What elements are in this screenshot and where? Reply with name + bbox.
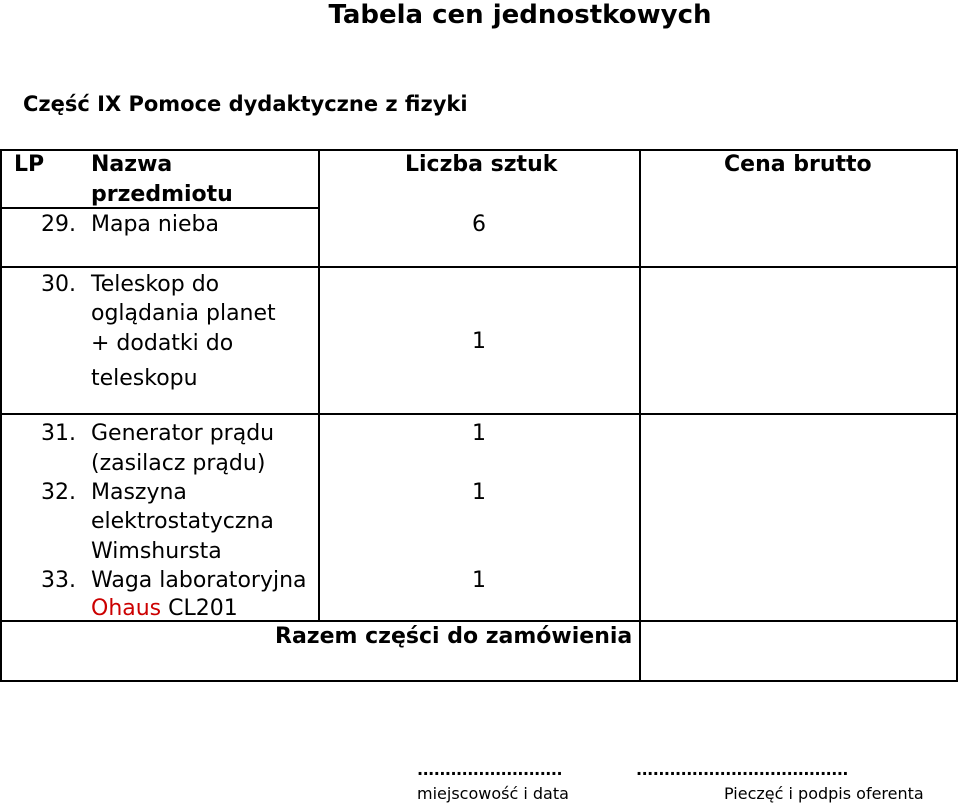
row-name: Mapa nieba xyxy=(91,212,219,237)
row-lp: 33. xyxy=(41,568,76,593)
model-name: CL201 xyxy=(161,596,238,621)
table-right-border xyxy=(956,149,958,682)
row-name-line: oglądania planet xyxy=(91,301,276,326)
row-name-line xyxy=(91,594,238,624)
row-lp: 31. xyxy=(41,421,76,446)
signature-dotted-line: ...................................... xyxy=(636,760,848,779)
row-qty: 1 xyxy=(472,480,486,505)
header-qty: Liczba sztuk xyxy=(405,152,558,177)
header-lp: LP xyxy=(14,152,45,177)
row-name-line: + dodatki do xyxy=(91,331,234,356)
brand-name: Ohaus xyxy=(91,596,162,621)
header-price: Cena brutto xyxy=(724,152,872,177)
row-name-line: (zasilacz prądu) xyxy=(91,451,266,476)
document-subtitle: Część IX Pomoce dydaktyczne z fizyki xyxy=(23,92,468,116)
row-name-line: teleskopu xyxy=(91,366,198,391)
header-name xyxy=(91,150,233,210)
row-lp: 30. xyxy=(41,272,76,297)
signature-caption: Pieczęć i podpis oferenta xyxy=(724,784,924,803)
place-date-caption: miejscowość i data xyxy=(417,784,569,803)
column-divider-price xyxy=(639,149,641,682)
row-qty: 1 xyxy=(472,421,486,446)
row-name-line: elektrostatyczna xyxy=(91,509,274,534)
row-divider xyxy=(0,266,958,268)
column-divider-name xyxy=(318,149,320,622)
table-bottom-border xyxy=(0,680,958,682)
place-date-dotted-line: .......................... xyxy=(417,760,563,779)
total-label: Razem części do zamówienia xyxy=(275,624,633,649)
row-name-line: Teleskop do xyxy=(91,272,220,297)
row-qty: 1 xyxy=(472,568,486,593)
header-name-line1: Nazwa xyxy=(91,152,173,177)
row-name-line: Maszyna xyxy=(91,480,187,505)
row-lp: 32. xyxy=(41,480,76,505)
header-name-line2: przedmiotu xyxy=(91,182,233,207)
row-qty: 6 xyxy=(472,212,486,237)
row-name-line: Wimshursta xyxy=(91,539,222,564)
row-qty: 1 xyxy=(472,329,486,354)
row-divider xyxy=(0,413,958,415)
row-name-line: Generator prądu xyxy=(91,421,275,446)
document-title: Tabela cen jednostkowych xyxy=(328,0,712,30)
row-name-line: Waga laboratoryjna xyxy=(91,568,307,593)
row-lp: 29. xyxy=(41,212,76,237)
